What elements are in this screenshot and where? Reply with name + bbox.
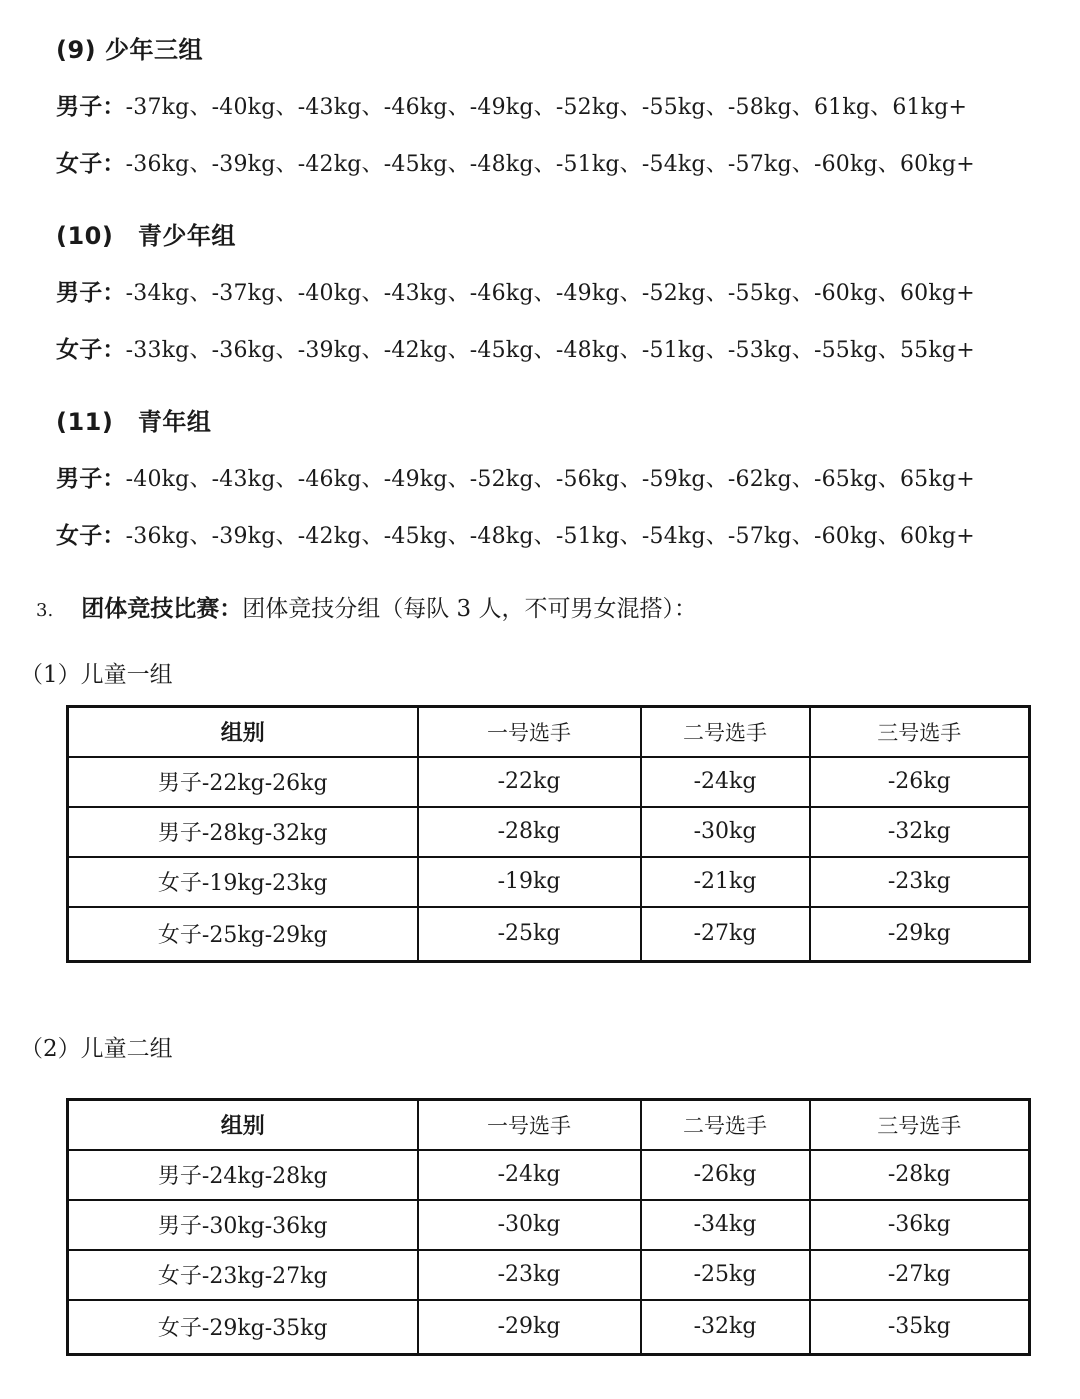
section-title: 团体竞技比赛： bbox=[81, 596, 243, 622]
male-weights: -37kg、-40kg、-43kg、-46kg、-49kg、-52kg、-55kg、-58kg、61kg、61kg+ bbox=[125, 95, 968, 120]
cell-player-3: -29kg bbox=[810, 907, 1030, 962]
header-player-2: 二号选手 bbox=[641, 1100, 810, 1150]
female-weights-line bbox=[56, 517, 975, 550]
cell-player-3: -23kg bbox=[810, 857, 1030, 907]
male-weights-line bbox=[56, 88, 967, 121]
cell-player-2: -21kg bbox=[641, 857, 810, 907]
table-row bbox=[68, 757, 1030, 807]
table-row bbox=[68, 1300, 1030, 1355]
cell-player-3: -32kg bbox=[810, 807, 1030, 857]
header-player-1: 一号选手 bbox=[418, 1100, 641, 1150]
female-weights: -36kg、-39kg、-42kg、-45kg、-48kg、-51kg、-54kg、-57kg、-60kg、60kg+ bbox=[125, 152, 975, 177]
cell-group: 女子-29kg-35kg bbox=[68, 1300, 418, 1355]
section-number: 3. bbox=[36, 600, 54, 621]
table-row bbox=[68, 807, 1030, 857]
table-header-row bbox=[68, 707, 1030, 757]
cell-player-3: -36kg bbox=[810, 1200, 1030, 1250]
cell-group: 男子-24kg-28kg bbox=[68, 1150, 418, 1200]
male-label: 男子： bbox=[56, 94, 126, 120]
table-row bbox=[68, 1200, 1030, 1250]
table-caption: （1）儿童一组 bbox=[20, 662, 173, 688]
team-table-children-1 bbox=[66, 705, 1031, 963]
group-heading: (11) 青年组 bbox=[56, 408, 212, 436]
male-weights: -34kg、-37kg、-40kg、-43kg、-46kg、-49kg、-52kg、-55kg、-60kg、60kg+ bbox=[125, 281, 975, 306]
header-player-2: 二号选手 bbox=[641, 707, 810, 757]
table-row bbox=[68, 1150, 1030, 1200]
cell-group: 女子-23kg-27kg bbox=[68, 1250, 418, 1300]
cell-group: 女子-25kg-29kg bbox=[68, 907, 418, 962]
male-weights: -40kg、-43kg、-46kg、-49kg、-52kg、-56kg、-59kg、-62kg、-65kg、65kg+ bbox=[125, 467, 975, 492]
male-weights-line bbox=[56, 274, 975, 307]
cell-player-1: -30kg bbox=[418, 1200, 641, 1250]
cell-player-3: -35kg bbox=[810, 1300, 1030, 1355]
cell-player-2: -27kg bbox=[641, 907, 810, 962]
female-weights: -36kg、-39kg、-42kg、-45kg、-48kg、-51kg、-54kg、-57kg、-60kg、60kg+ bbox=[125, 524, 975, 549]
cell-player-2: -30kg bbox=[641, 807, 810, 857]
table-header-row bbox=[68, 1100, 1030, 1150]
header-player-3: 三号选手 bbox=[810, 1100, 1030, 1150]
group-heading: (9) 少年三组 bbox=[56, 36, 203, 64]
header-player-1: 一号选手 bbox=[418, 707, 641, 757]
cell-player-1: -24kg bbox=[418, 1150, 641, 1200]
female-label: 女子： bbox=[56, 523, 126, 549]
cell-player-2: -34kg bbox=[641, 1200, 810, 1250]
cell-player-1: -28kg bbox=[418, 807, 641, 857]
cell-player-1: -19kg bbox=[418, 857, 641, 907]
female-weights: -33kg、-36kg、-39kg、-42kg、-45kg、-48kg、-51kg、-53kg、-55kg、55kg+ bbox=[125, 338, 975, 363]
cell-player-3: -27kg bbox=[810, 1250, 1030, 1300]
section-description: 团体竞技分组（每队 3 人，不可男女混搭）： bbox=[242, 596, 697, 622]
female-weights-line bbox=[56, 331, 975, 364]
cell-group: 男子-28kg-32kg bbox=[68, 807, 418, 857]
section-3-line bbox=[36, 590, 697, 623]
header-group: 组别 bbox=[68, 707, 418, 757]
header-group: 组别 bbox=[68, 1100, 418, 1150]
table-caption: （2）儿童二组 bbox=[20, 1036, 173, 1062]
table-row bbox=[68, 1250, 1030, 1300]
cell-player-3: -28kg bbox=[810, 1150, 1030, 1200]
header-player-3: 三号选手 bbox=[810, 707, 1030, 757]
female-weights-line bbox=[56, 145, 975, 178]
cell-player-1: -25kg bbox=[418, 907, 641, 962]
team-table-children-2 bbox=[66, 1098, 1031, 1356]
cell-group: 男子-30kg-36kg bbox=[68, 1200, 418, 1250]
group-heading: (10) 青少年组 bbox=[56, 222, 236, 250]
cell-player-1: -23kg bbox=[418, 1250, 641, 1300]
cell-player-2: -25kg bbox=[641, 1250, 810, 1300]
cell-player-3: -26kg bbox=[810, 757, 1030, 807]
cell-group: 男子-22kg-26kg bbox=[68, 757, 418, 807]
cell-group: 女子-19kg-23kg bbox=[68, 857, 418, 907]
female-label: 女子： bbox=[56, 337, 126, 363]
table-row bbox=[68, 907, 1030, 962]
male-weights-line bbox=[56, 460, 975, 493]
cell-player-1: -29kg bbox=[418, 1300, 641, 1355]
male-label: 男子： bbox=[56, 280, 126, 306]
cell-player-2: -32kg bbox=[641, 1300, 810, 1355]
male-label: 男子： bbox=[56, 466, 126, 492]
table-row bbox=[68, 857, 1030, 907]
female-label: 女子： bbox=[56, 151, 126, 177]
cell-player-2: -26kg bbox=[641, 1150, 810, 1200]
cell-player-1: -22kg bbox=[418, 757, 641, 807]
cell-player-2: -24kg bbox=[641, 757, 810, 807]
